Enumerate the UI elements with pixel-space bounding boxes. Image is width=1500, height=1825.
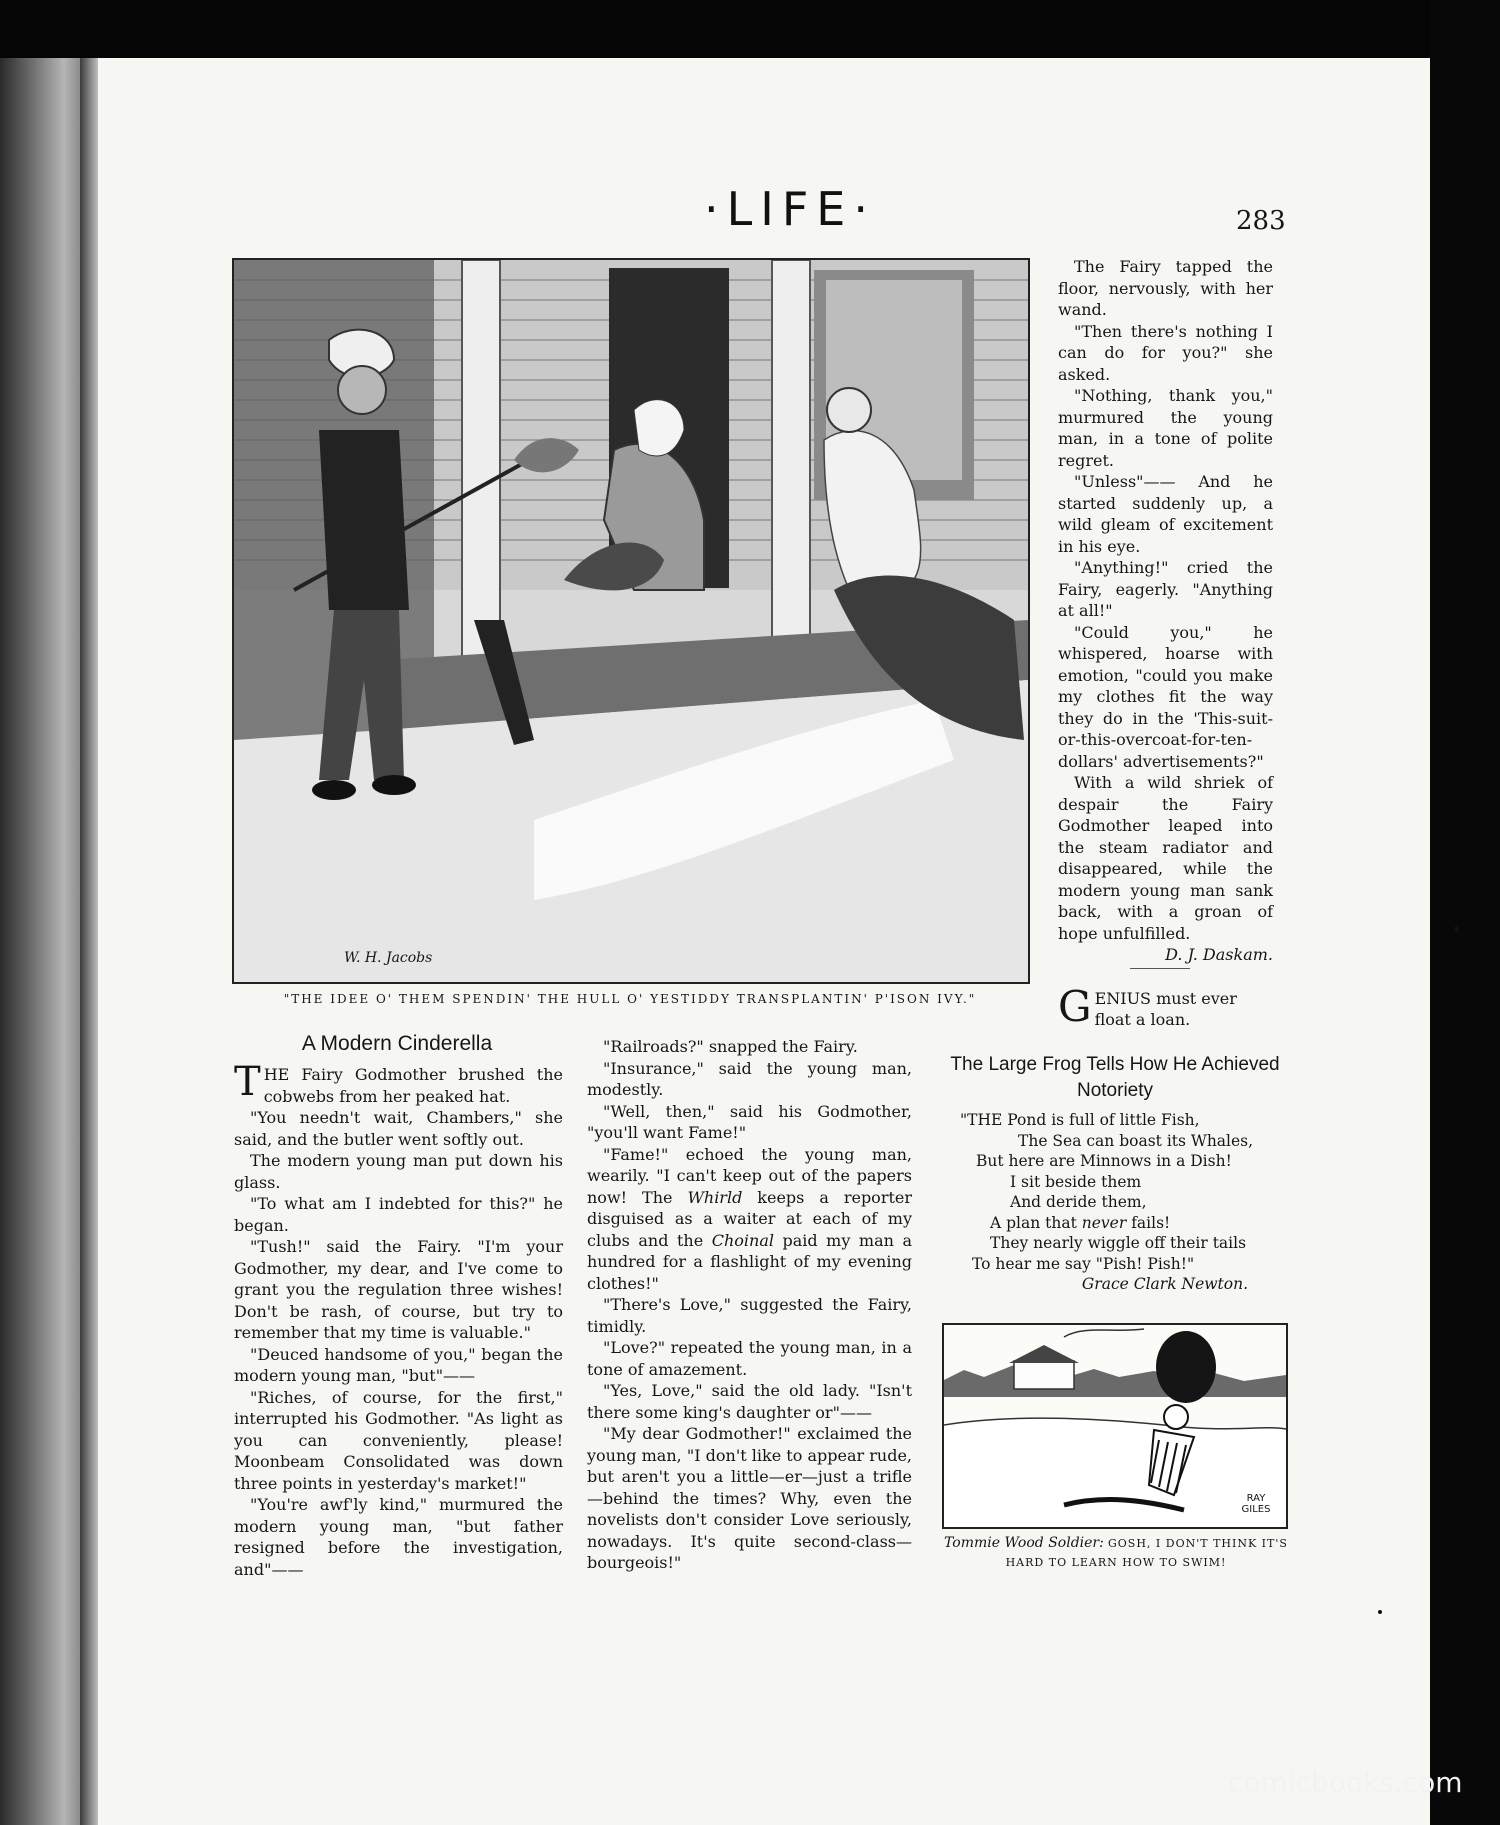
genius-filler	[1058, 982, 1278, 1031]
divider-rule	[1130, 968, 1190, 969]
poem-author: Grace Clark Newton.	[1081, 1275, 1248, 1293]
opening-text: HE Fairy Godmother brushed the cobwebs from her peaked hat.	[263, 1065, 563, 1106]
paragraph-fame	[587, 1144, 912, 1295]
paragraph: "Nothing, thank you," murmured the young man, in a tone of polite regret.	[1058, 386, 1273, 470]
paragraph: "Deuced handsome of you," began the modern young man, "but"——	[234, 1344, 563, 1385]
paragraph: "Well, then," said his Godmother, "you'll want Fame!"	[587, 1101, 912, 1142]
paragraph: The modern young man put down his glass.	[234, 1151, 563, 1192]
poem-line: But here are Minnows in a Dish!	[976, 1152, 1232, 1170]
paragraph: "Insurance," said the young man, modestly.	[587, 1058, 912, 1099]
paragraph: "Yes, Love," said the old lady. "Isn't there some king's daughter or"——	[587, 1381, 912, 1422]
page-number: 283	[1236, 206, 1286, 236]
porch-scene-drawing	[234, 260, 1028, 982]
filler-text: ENIUS must ever float a loan.	[1094, 989, 1237, 1029]
paragraph: With a wild shriek of despair the Fairy Godmother leaped into the steam radiator and disappeared, while the modern young man sank back, with a groan of hope unfulfilled.	[1058, 773, 1273, 943]
fame-text-3: paid my man a hundred for a flashlight of my evening clothes!"	[587, 1230, 912, 1293]
book-gutter	[80, 58, 100, 1825]
facing-page-edge	[0, 58, 80, 1825]
poem-title: The Large Frog Tells How He Achieved Notoriety	[950, 1054, 1280, 1101]
paragraph: "Could you," he whispered, hoarse with emotion, "could you make my clothes fit the way they do in the 'This-suit-or-this-overcoat-for-ten-dollars' advertisements?"	[1058, 622, 1273, 771]
paragraph: "You're awf'ly kind," murmured the modern young man, "but father resigned before the investigation, and"——	[234, 1495, 563, 1579]
porch-illustration	[232, 258, 1030, 984]
toy-soldier-cartoon	[942, 1323, 1288, 1529]
story-column-1	[234, 1059, 563, 1580]
paragraph: "Riches, of course, for the first," interrupted his Godmother. "As light as you can conveniently, please! Moonbeam Consolidated was down three points in yesterday's market!"	[234, 1387, 563, 1493]
paragraph: "Anything!" cried the Fairy, eagerly. "Anything at all!"	[1058, 558, 1273, 620]
poem-line: To hear me say "Pish! Pish!"	[972, 1254, 1195, 1273]
poem-line-post: fails!	[1126, 1213, 1171, 1232]
poem-line-pre: A plan that	[990, 1213, 1082, 1232]
story-column-2	[587, 1036, 912, 1574]
choinal-name: Choinal	[711, 1230, 774, 1250]
paragraph: The Fairy tapped the floor, nervously, with her wand.	[1058, 257, 1273, 319]
poem-line: And deride them,	[1010, 1193, 1147, 1211]
illustration-caption: "THE IDEE O' THEM SPENDIN' THE HULL O' YESTIDDY TRANSPLANTIN' P'ISON IVY."	[283, 992, 977, 1006]
story-title: A Modern Cinderella	[301, 1032, 493, 1055]
paragraph: "My dear Godmother!" exclaimed the young man, "I don't like to appear rude, but aren't you a little—er—just a trifle—behind the times? Why, even the novelists don't consider Love seriously, nowadays. It's quite second-class—bourgeois!"	[587, 1424, 912, 1572]
paragraph: "To what am I indebted for this?" he began.	[234, 1194, 563, 1235]
poem-line: The Sea can boast its Whales,	[1018, 1131, 1254, 1150]
filler-drop-cap: G	[1058, 982, 1092, 1031]
cartoon-speaker: Tommie Wood Soldier:	[944, 1535, 1104, 1551]
toy-soldier-drawing	[944, 1325, 1286, 1527]
paragraph: "Then there's nothing I can do for you?" she asked.	[1058, 321, 1273, 384]
paragraph: "Tush!" said the Fairy. "I'm your Godmother, my dear, and I've come to grant you the regulation three wishes! Don't be rash, of course, but try to remember that my time is valuable."	[234, 1237, 563, 1342]
paragraph: "You needn't wait, Chambers," she said, and the butler went softly out.	[234, 1108, 563, 1149]
paragraph: "Railroads?" snapped the Fairy.	[603, 1037, 858, 1056]
story-author: D. J. Daskam.	[1165, 945, 1273, 964]
paragraph: "Unless"—— And he started suddenly up, a wild gleam of excitement in his eye.	[1058, 472, 1273, 556]
artist-signature: W. H. Jacobs	[344, 950, 433, 966]
scan-speck	[1454, 926, 1459, 932]
poem-line: "THE Pond is full of little Fish,	[960, 1111, 1200, 1129]
paragraph: "Love?" repeated the young man, in a tone of amazement.	[587, 1338, 912, 1379]
poem-line: I sit beside them	[1010, 1172, 1142, 1191]
cartoon-caption	[935, 1534, 1297, 1572]
scan-border	[1430, 0, 1500, 1825]
drop-cap: T	[234, 1059, 261, 1105]
fame-text-1: "Fame!" echoed the young man, wearily. "I can't keep out of the papers now! The	[587, 1144, 912, 1207]
poem-line: They nearly wiggle off their tails	[990, 1234, 1247, 1252]
poem-body	[960, 1110, 1260, 1295]
whirld-name: Whirld	[687, 1187, 743, 1207]
story-opening-paragraph	[234, 1059, 563, 1107]
story-column-3	[1058, 256, 1273, 966]
poem-emphasis-word: never	[1081, 1213, 1127, 1232]
poem-line-emphasis	[960, 1213, 1260, 1234]
scan-speck	[1378, 1610, 1382, 1614]
paragraph: "There's Love," suggested the Fairy, timidly.	[587, 1295, 912, 1336]
masthead-title: ·LIFE·	[704, 182, 876, 236]
cartoon-artist-signature: RAY GILES	[1241, 1493, 1271, 1515]
fame-text-2: keeps a reporter disguised as a waiter at each of my clubs and the	[587, 1187, 913, 1250]
cartoon-caption-text: GOSH, I DON'T THINK IT'S HARD TO LEARN HOW TO SWIM!	[1005, 1537, 1288, 1569]
watermark: comicbooks.com	[1228, 1766, 1463, 1799]
